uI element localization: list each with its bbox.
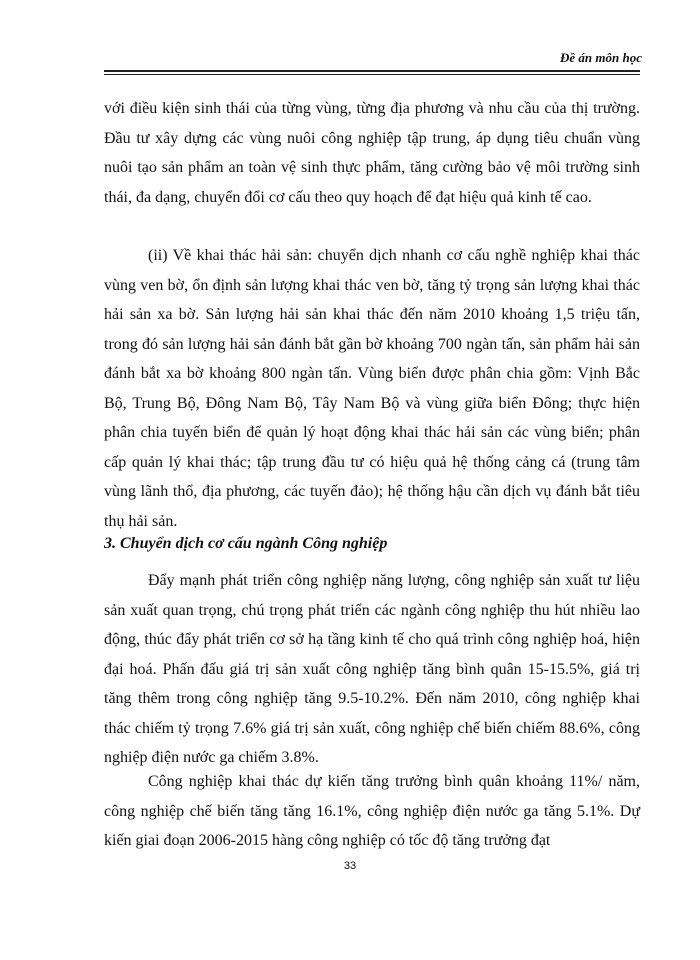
paragraph-industry-forecast: Công nghiệp khai thác dự kiến tăng trưởng bình quân khoảng 11%/ năm, công nghiệp chế biến tăng tăng 16.1%, công nghiệp điện nước ga tăng 5.1%. Dự kiến giai đoạn 2006-2015 hàng công nghiệp có tốc độ tăng trưởng đạt xyxy=(104,773,640,849)
paragraph-aquaculture: với điều kiện sinh thái của từng vùng, từng địa phương và nhu cầu của thị trường. Đầu tư xây dựng các vùng nuôi công nghiệp tập trung, áp dụng tiêu chuẩn vùng nuôi tạo sản phẩm an toàn vệ sinh thực phẩm, tăng cường bảo vệ môi trường sinh thái, đa dạng, chuyển đổi cơ cấu theo quy hoạch để đạt hiệu quả kinh tế cao. xyxy=(104,100,640,206)
page-number: 33 xyxy=(343,860,357,872)
paragraph-fishing: (ii) Về khai thác hải sản: chuyển dịch nhanh cơ cấu nghề nghiệp khai thác vùng ven bờ, ổn định sản lượng khai thác ven bờ, tăng tỷ trọng sản lượng khai thác hải sản xa bờ. Sản lượng hải sản khai thác đến năm 2010 khoảng 1,5 triệu tấn, trong đó sản lượng hải sản đánh bắt gần bờ khoảng 700 ngàn tấn, sản phẩm hải sản đánh bắt xa bờ khoảng 800 ngàn tấn. Vùng biển được phân chia gồm: Vịnh Bắc Bộ, Trung Bộ, Đông Nam Bộ, Tây Nam Bộ và vùng giữa biển Đông; thực hiện phân chia tuyến biển để quản lý hoạt động khai thác hải sản các vùng biển; phân cấp quản lý khai thác; tập trung đầu tư có hiệu quả hệ thống cảng cá (trung tâm vùng lãnh thổ, địa phương, các tuyến đảo); hệ thống hậu cần dịch vụ đánh bắt tiêu thụ hải sản. xyxy=(104,247,640,530)
section-heading: 3. Chuyển dịch cơ cấu ngành Công nghiệp xyxy=(104,535,388,552)
running-header-title: Đề án môn học xyxy=(560,50,642,65)
header-rule-thick xyxy=(104,70,640,72)
header-rule-thin xyxy=(104,74,640,75)
paragraph-industry-growth: Đẩy mạnh phát triển công nghiệp năng lượng, công nghiệp sản xuất tư liệu sản xuất quan trọng, chú trọng phát triển các ngành công nghiệp thu hút nhiều lao động, thúc đẩy phát triển cơ sở hạ tầng kinh tế cho quá trình công nghiệp hoá, hiện đại hoá. Phấn đấu giá trị sản xuất công nghiệp tăng bình quân 15-15.5%, giá trị tăng thêm trong công nghiệp tăng 9.5-10.2%. Đến năm 2010, công nghiệp khai thác chiếm tỷ trọng 7.6% giá trị sản xuất, công nghiệp chế biến chiếm 88.6%, công nghiệp điện nước ga chiếm 3.8%. xyxy=(104,572,640,766)
